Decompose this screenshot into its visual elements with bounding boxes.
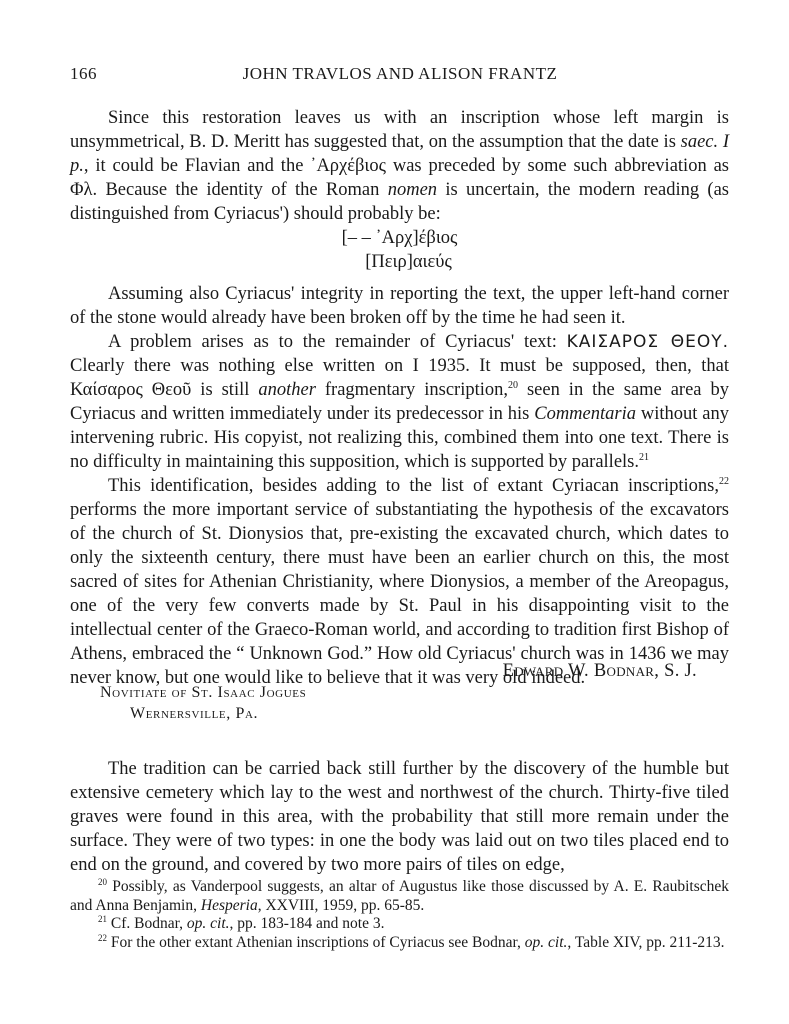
footnote-22-italic: op. cit. (524, 933, 568, 951)
para1-greek-2: Φλ (70, 180, 93, 200)
para3-text-3: is still (191, 380, 259, 400)
paragraph-5-text: The tradition can be carried back still further by the discovery of the humble but extensive cemetery which lay to the west and northwest of the church. Thirty-five tiled graves were found in this area, with the probability that still more remain under the surface. They were of two types: in one the body was laid out on two tiles placed end to end on the ground, and covered by two more pairs of tiles on edge, (70, 759, 729, 875)
para3-text-4: fragmentary inscription, (315, 380, 508, 400)
footnote-21-text-2: , pp. 183-184 and note 3. (229, 915, 385, 932)
para3-italic-1: another (258, 380, 316, 400)
para3-text-6: without any intervening rubric. His copyist, not realizing this, combined them into one text. There is no difficulty in maintaining this supposition, which is supported by parallels. (70, 404, 729, 472)
greek-line-2: [Πειρ]αιεύς (365, 252, 452, 272)
para1-text-1: Since this restoration leaves us with an inscription whose left margin is unsymmetrical, B. D. Meritt has suggested that, on the assumption that the date is (70, 108, 729, 152)
running-head: JOHN TRAVLOS AND ALISON FRANTZ (242, 64, 558, 83)
para1-text-2: , it could be Flavian and the (83, 156, 311, 176)
para1-text-3: was preceded by some such abbreviation as (385, 156, 729, 176)
footnote-21-text-1: Cf. Bodnar, (107, 915, 187, 932)
footnote-20 (70, 878, 729, 915)
author-signature: Edward W. Bodnar, S. J. (502, 661, 697, 681)
footnote-number-22: 22 (98, 932, 107, 943)
para1-greek-1: ᾿Αρχέβιος (310, 156, 386, 176)
para1-italic-2: nomen (387, 180, 438, 200)
footnote-20-text-1: Possibly, as Vanderpool suggests, an altar of Augustus like those discussed by A. E. Raubitschek and Anna Benjamin, (70, 878, 729, 914)
greek-restoration (70, 226, 729, 274)
para3-text-1: A problem arises as to the remainder of Cyriacus' text: (108, 332, 567, 352)
footnote-22 (70, 934, 729, 953)
footnote-number-21: 21 (98, 913, 107, 924)
footnote-number-20: 20 (98, 876, 107, 887)
footnote-ref-20[interactable]: 20 (508, 379, 518, 391)
paragraph-3 (70, 330, 729, 474)
author-affiliation (100, 682, 306, 724)
para1-italic-1: saec. I p. (70, 132, 729, 176)
para3-text-5: seen in the same area by Cyriacus and written immediately under its predecessor in his (70, 380, 729, 424)
para1-text-5: is uncertain, the modern reading (as distinguished from Cyriacus') should probably be: (70, 180, 729, 224)
affiliation-line-2: Wernersville, Pa. (130, 705, 259, 722)
paragraph-2-4 (70, 282, 729, 690)
paragraph-2: Assuming also Cyriacus' integrity in reporting the text, the upper left-hand corner of the stone would already have been broken off by the time he had seen it. (70, 284, 729, 328)
para3-greek: Καίσαρος Θεοῦ (70, 380, 192, 400)
para3-text-2: Clearly there was nothing else written on I 1935. It must be supposed, then, that (70, 356, 729, 376)
footnote-20-text-2: , XXVIII, 1959, pp. 65-85. (257, 896, 425, 914)
paragraph-5 (70, 757, 729, 877)
para3-italic-2: Commentaria (534, 404, 636, 424)
greek-line-1: [– – ᾿Αρχ]έβιος (341, 228, 458, 248)
footnote-ref-21[interactable]: 21 (639, 451, 649, 463)
page-header (70, 64, 730, 88)
paragraph-4 (70, 474, 729, 690)
footnote-20-italic: Hesperia (200, 896, 258, 914)
page-number: 166 (70, 64, 97, 83)
footnote-22-text-1: For the other extant Athenian inscriptions of Cyriacus see Bodnar, (107, 933, 525, 951)
footnote-22-text-2: , Table XIV, pp. 211-213. (567, 933, 725, 951)
para1-text-4: . Because the identity of the Roman (92, 180, 388, 200)
footnote-21-italic: op. cit. (186, 915, 230, 932)
paragraph-1 (70, 106, 729, 226)
footnote-ref-22[interactable]: 22 (719, 475, 729, 487)
para4-text-1: This identification, besides adding to the list of extant Cyriacan inscriptions, (108, 476, 719, 496)
para3-caps: ΚΑΙΣΑΡΟΣ ΘΕΟΥ. (566, 332, 730, 352)
affiliation-line-1: Novitiate of St. Isaac Jogues (100, 684, 307, 701)
footnote-21 (70, 915, 729, 934)
para4-text-2: performs the more important service of substantiating the hypothesis of the excavators of the church of St. Dionysios that, pre-existing the excavated church, which dates to only the sixteenth century, there must have been an earlier church on this, the most sacred of sites for Athenian Christianity, where Dionysios, a member of the Areopagus, one of the very few converts made by St. Paul in his disappointing visit to the intellectual center of the Graeco-Roman world, and according to tradition first Bishop of Athens, embraced the “ Unknown God.” How old Cyriacus' church was in 1436 we may never know, but one would like to believe that it was very old indeed. (70, 500, 729, 688)
footnotes (70, 878, 729, 952)
